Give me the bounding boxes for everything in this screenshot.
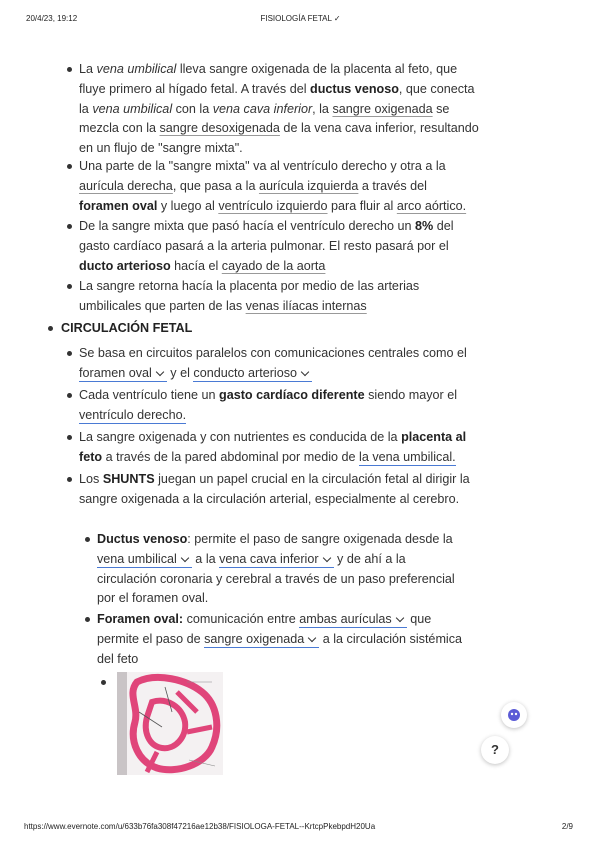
header-datetime: 20/4/23, 19:12 [26,14,78,23]
face-icon [501,702,527,728]
bullet-dot [67,164,72,169]
highlighted-text: arco aórtico. [396,198,467,213]
conducto-arterioso-dropdown[interactable]: conducto arterioso [193,366,312,382]
ventriculo-derecho-link[interactable]: ventrículo derecho. [79,407,187,422]
bullet-dot [67,67,72,72]
bullet-dot [67,477,72,482]
bullet-dot [67,435,72,440]
highlighted-text: venas ilíacas internas [245,298,367,313]
list-item: Foramen oval: comunicación entre ambas aurículas que permite el paso de sangre oxigenada a la circulación sistémica del feto [97,610,467,669]
bullet-dot [67,393,72,398]
assistant-button[interactable] [501,702,527,728]
list-item: La vena umbilical lleva sangre oxigenada de la placenta al feto, que fluye primero al hígado fetal. A través del ductus venoso, que conecta la vena umbilical con la vena cava inferior, la sangre oxigenada se mezcla con la sangre desoxigenada de la vena cava inferior, resultando en un flujo de "sangre mixta". [79,60,479,159]
foramen-oval-dropdown[interactable]: foramen oval [79,366,167,382]
bullet-dot [48,326,53,331]
list-item: De la sangre mixta que pasó hacía el ventrículo derecho un 8% del gasto cardíaco pasará a la arteria pulmonar. El resto pasará por el ducto arterioso hacía el cayado de la aorta [79,217,479,276]
highlighted-text: aurícula izquierda [258,178,359,193]
chevron-down-icon [156,368,164,376]
section-heading: CIRCULACIÓN FETAL [61,319,481,339]
header-title: FISIOLOGÍA FETAL ✓ [260,14,341,23]
chevron-down-icon [322,554,330,562]
help-button[interactable]: ? [481,736,509,764]
list-item: Se basa en circuitos paralelos con comunicaciones centrales como el foramen oval y el conducto arterioso [79,344,479,384]
bullet-dot [101,680,106,685]
list-item: La sangre retorna hacía la placenta por medio de las arterias umbilicales que parten de las venas ilíacas internas [79,277,479,317]
footer-url: https://www.evernote.com/u/633b76fa308f47216ae12b38/FISIOLOGA-FETAL--KrtcpPkebpdH20Ua [24,822,376,831]
list-item: Una parte de la "sangre mixta" va al ventrículo derecho y otra a la aurícula derecha, que pasa a la aurícula izquierda a través del foramen oval y luego al ventrículo izquierdo para fluir al arco aórtico. [79,157,479,216]
list-item: La sangre oxigenada y con nutrientes es conducida de la placenta al feto a través de la pared abdominal por medio de la vena umbilical. [79,428,479,468]
vena-umbilical-dropdown[interactable]: vena umbilical [97,552,192,568]
highlighted-text: cayado de la aorta [221,258,326,273]
list-item: Cada ventrículo tiene un gasto cardíaco diferente siendo mayor el ventrículo derecho. [79,386,479,426]
ambas-auriculas-dropdown[interactable]: ambas aurículas [299,612,406,628]
bullet-dot [67,224,72,229]
highlighted-text: aurícula derecha [79,178,173,193]
bullet-dot [67,351,72,356]
chevron-down-icon [395,614,403,622]
sangre-oxigenada-dropdown[interactable]: sangre oxigenada [204,632,319,648]
list-item: Ductus venoso: permite el paso de sangre oxigenada desde la vena umbilical a la vena cava inferior y de ahí a la circulación coronaria y cerebral a través de un paso preferencial por el foramen oval. [97,530,467,609]
vena-cava-inferior-dropdown[interactable]: vena cava inferior [219,552,333,568]
bullet-dot [85,617,90,622]
bullet-dot [85,537,90,542]
highlighted-text: sangre oxigenada [332,101,433,116]
vena-umbilical-link[interactable]: la vena umbilical. [359,449,456,464]
chevron-down-icon [308,634,316,642]
fetal-heart-diagram[interactable] [117,672,223,775]
chevron-down-icon [181,554,189,562]
chevron-down-icon [301,368,309,376]
highlighted-text: sangre desoxigenada [159,121,280,136]
bullet-dot [67,284,72,289]
list-item: Los SHUNTS juegan un papel crucial en la circulación fetal al dirigir la sangre oxigenada a la circulación arterial, especialmente al cerebro. [79,470,479,510]
page-number: 2/9 [561,822,573,831]
highlighted-text: ventrículo izquierdo [218,198,328,213]
